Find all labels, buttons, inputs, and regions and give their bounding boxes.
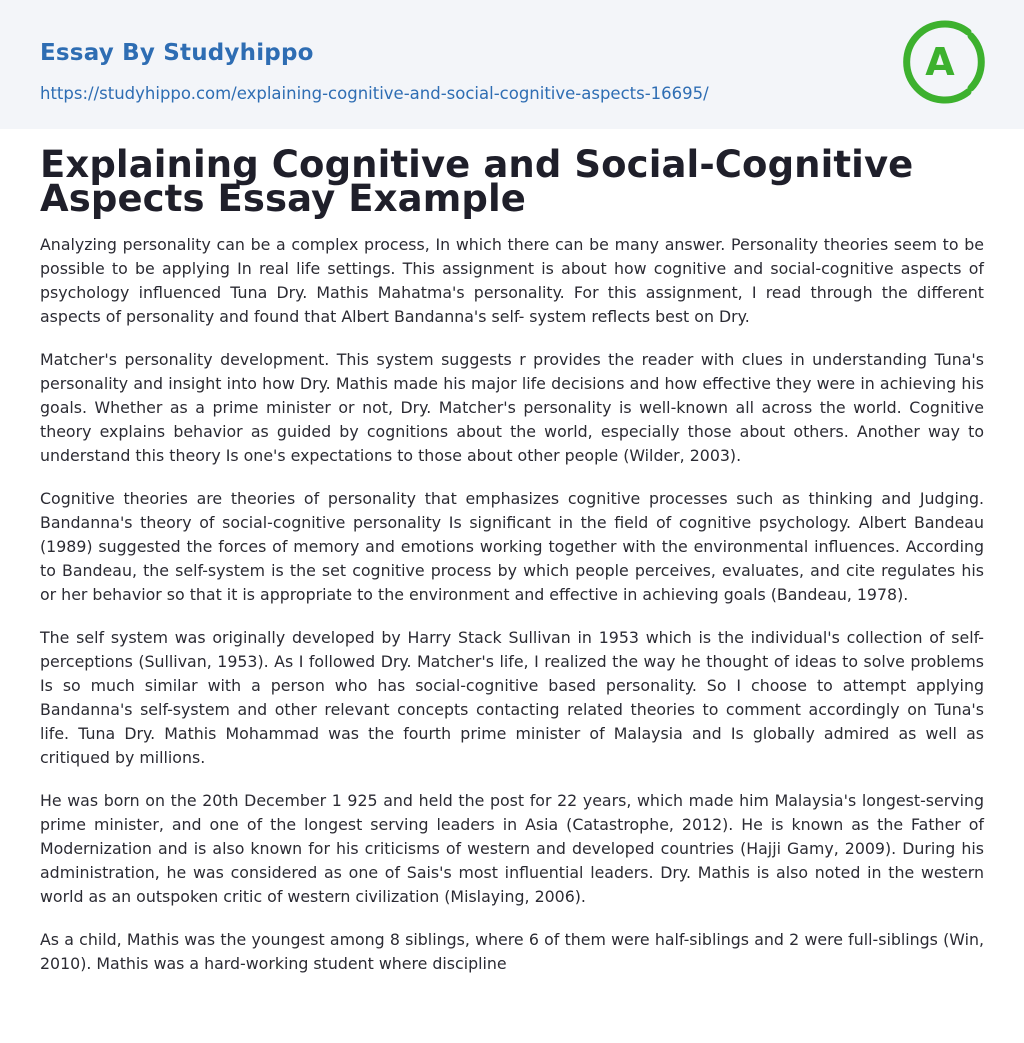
article-paragraph: Analyzing personality can be a complex process, In which there can be many answer. Personality theories seem to be possible to be applying In real life settings. This assignment is about how cognitive and social-cognitive aspects of psychology influenced Tuna Dry. Mathis Mahatma's personality. For this assignment, I read through the different aspects of personality and found that Albert Bandanna's self- system reflects best on Dry. <box>40 235 984 326</box>
logo-letter: A <box>925 40 955 84</box>
article-title: Explaining Cognitive and Social-Cognitive Aspects Essay Example <box>40 143 914 220</box>
article-paragraph: Cognitive theories are theories of personality that emphasizes cognitive processes such as thinking and Judging. Bandanna's theory of social-cognitive personality Is significant in the field of cognitive psychology. Albert Bandeau (1989) suggested the forces of memory and emotions working together with the environmental influences. According to Bandeau, the self-system is the set cognitive process by which people perceives, evaluates, and cite regulates his or her behavior so that it is appropriate to the environment and effective in achieving goals (Bandeau, 1978). <box>40 489 984 604</box>
article-paragraph: The self system was originally developed by Harry Stack Sullivan in 1953 which is the individual's collection of self-perceptions (Sullivan, 1953). As I followed Dry. Matcher's life, I realized the way he thought of ideas to solve problems Is so much similar with a person who has social-cognitive based personality. So I choose to attempt applying Bandanna's self-system and other relevant concepts contacting related theories to comment accordingly on Tuna's life. Tuna Dry. Mathis Mohammad was the fourth prime minister of Malaysia and Is globally admired as well as critiqued by millions. <box>40 628 984 767</box>
site-header <box>0 0 1024 129</box>
site-brand[interactable]: Essay By Studyhippo <box>40 40 314 66</box>
article-paragraph: Matcher's personality development. This system suggests r provides the reader with clues in understanding Tuna's personality and insight into how Dry. Mathis made his major life decisions and how effective they were in achieving his goals. Whether as a prime minister or not, Dry. Matcher's personality is well-known all across the world. Cognitive theory explains behavior as guided by cognitions about the world, especially those about others. Another way to understand this theory Is one's expectations to those about other people (Wilder, 2003). <box>40 350 984 465</box>
article <box>0 143 1024 976</box>
source-url-link[interactable]: https://studyhippo.com/explaining-cognitive-and-social-cognitive-aspects-16695/ <box>40 84 709 103</box>
studyhippo-logo-icon[interactable] <box>896 18 986 106</box>
article-paragraph: As a child, Mathis was the youngest among 8 siblings, where 6 of them were half-siblings and 2 were full-siblings (Win, 2010). Mathis was a hard-working student where discipline <box>40 930 984 973</box>
article-paragraph: He was born on the 20th December 1 925 and held the post for 22 years, which made him Malaysia's longest-serving prime minister, and one of the longest serving leaders in Asia (Catastrophe, 2012). He is known as the Father of Modernization and is also known for his criticisms of western and developed countries (Hajji Gamy, 2009). During his administration, he was considered as one of Sais's most influential leaders. Dry. Mathis is also noted in the western world as an outspoken critic of western civilization (Mislaying, 2006). <box>40 791 984 906</box>
